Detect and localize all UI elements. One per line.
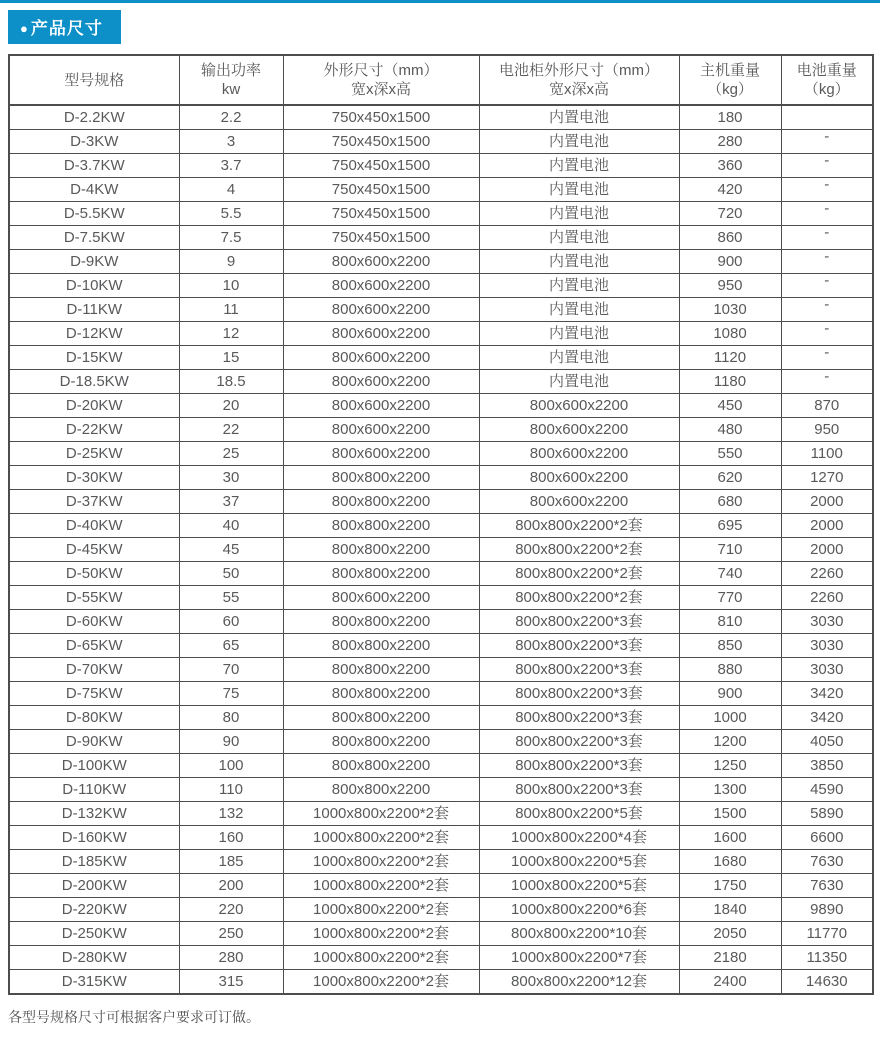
table-row <box>9 874 873 898</box>
cell-outer-dimensions: 750x450x1500 <box>283 202 479 226</box>
table-row <box>9 946 873 970</box>
cell-model: D-160KW <box>9 826 179 850</box>
cell-model: D-37KW <box>9 490 179 514</box>
cell-model: D-110KW <box>9 778 179 802</box>
cell-output-power: 160 <box>179 826 283 850</box>
cell-battery-cabinet-dimensions: 800x600x2200 <box>479 394 679 418</box>
column-header-host-weight <box>679 55 781 105</box>
cell-model: D-40KW <box>9 514 179 538</box>
cell-outer-dimensions: 800x600x2200 <box>283 394 479 418</box>
section-title-text: 产品尺寸 <box>30 19 103 38</box>
cell-output-power: 5.5 <box>179 202 283 226</box>
cell-outer-dimensions: 1000x800x2200*2套 <box>283 826 479 850</box>
cell-host-weight: 1680 <box>679 850 781 874</box>
cell-model: D-5.5KW <box>9 202 179 226</box>
cell-host-weight: 1250 <box>679 754 781 778</box>
cell-outer-dimensions: 800x800x2200 <box>283 658 479 682</box>
cell-model: D-55KW <box>9 586 179 610</box>
cell-model: D-65KW <box>9 634 179 658</box>
column-header-model <box>9 55 179 105</box>
dash-placeholder: - <box>824 369 830 385</box>
table-row <box>9 178 873 202</box>
cell-outer-dimensions: 800x600x2200 <box>283 298 479 322</box>
cell-host-weight: 810 <box>679 610 781 634</box>
cell-host-weight: 770 <box>679 586 781 610</box>
cell-outer-dimensions: 800x600x2200 <box>283 370 479 394</box>
dash-placeholder: - <box>824 297 830 313</box>
cell-host-weight: 420 <box>679 178 781 202</box>
cell-model: D-15KW <box>9 346 179 370</box>
cell-host-weight: 1000 <box>679 706 781 730</box>
cell-output-power: 12 <box>179 322 283 346</box>
table-row <box>9 418 873 442</box>
table-row <box>9 274 873 298</box>
cell-battery-weight: 14630 <box>781 970 873 995</box>
cell-output-power: 15 <box>179 346 283 370</box>
table-row <box>9 538 873 562</box>
cell-host-weight: 1600 <box>679 826 781 850</box>
cell-model: D-9KW <box>9 250 179 274</box>
cell-output-power: 75 <box>179 682 283 706</box>
cell-battery-cabinet-dimensions: 内置电池 <box>479 274 679 298</box>
cell-output-power: 2.2 <box>179 105 283 130</box>
cell-host-weight: 450 <box>679 394 781 418</box>
table-row <box>9 850 873 874</box>
cell-output-power: 185 <box>179 850 283 874</box>
cell-host-weight: 850 <box>679 634 781 658</box>
cell-host-weight: 695 <box>679 514 781 538</box>
dash-placeholder: - <box>824 153 830 169</box>
cell-host-weight: 1300 <box>679 778 781 802</box>
table-row <box>9 490 873 514</box>
table-row <box>9 322 873 346</box>
cell-model: D-90KW <box>9 730 179 754</box>
cell-host-weight: 1180 <box>679 370 781 394</box>
cell-host-weight: 280 <box>679 130 781 154</box>
cell-outer-dimensions: 800x600x2200 <box>283 322 479 346</box>
cell-outer-dimensions: 800x800x2200 <box>283 562 479 586</box>
cell-host-weight: 2400 <box>679 970 781 995</box>
cell-battery-cabinet-dimensions: 内置电池 <box>479 178 679 202</box>
cell-output-power: 250 <box>179 922 283 946</box>
column-header-line1: 型号规格 <box>64 71 125 89</box>
cell-host-weight: 880 <box>679 658 781 682</box>
cell-battery-cabinet-dimensions: 800x800x2200*3套 <box>479 754 679 778</box>
cell-outer-dimensions: 800x800x2200 <box>283 466 479 490</box>
cell-outer-dimensions: 800x800x2200 <box>283 706 479 730</box>
cell-host-weight: 620 <box>679 466 781 490</box>
cell-output-power: 65 <box>179 634 283 658</box>
dash-placeholder: - <box>824 129 830 145</box>
cell-outer-dimensions: 750x450x1500 <box>283 154 479 178</box>
cell-battery-weight <box>781 298 873 322</box>
table-row <box>9 970 873 995</box>
table-row <box>9 562 873 586</box>
cell-battery-cabinet-dimensions: 800x800x2200*3套 <box>479 658 679 682</box>
cell-battery-weight: 2000 <box>781 490 873 514</box>
cell-host-weight: 1840 <box>679 898 781 922</box>
cell-host-weight: 710 <box>679 538 781 562</box>
cell-battery-cabinet-dimensions: 800x800x2200*3套 <box>479 778 679 802</box>
table-row <box>9 202 873 226</box>
table-row <box>9 826 873 850</box>
cell-host-weight: 680 <box>679 490 781 514</box>
cell-output-power: 315 <box>179 970 283 995</box>
cell-outer-dimensions: 800x600x2200 <box>283 250 479 274</box>
cell-outer-dimensions: 1000x800x2200*2套 <box>283 802 479 826</box>
cell-battery-weight: 11770 <box>781 922 873 946</box>
table-row <box>9 154 873 178</box>
cell-battery-weight: 4590 <box>781 778 873 802</box>
cell-model: D-20KW <box>9 394 179 418</box>
cell-battery-cabinet-dimensions: 800x800x2200*2套 <box>479 586 679 610</box>
cell-model: D-132KW <box>9 802 179 826</box>
cell-battery-cabinet-dimensions: 内置电池 <box>479 105 679 130</box>
cell-battery-cabinet-dimensions: 1000x800x2200*6套 <box>479 898 679 922</box>
table-row <box>9 370 873 394</box>
cell-outer-dimensions: 1000x800x2200*2套 <box>283 874 479 898</box>
cell-host-weight: 860 <box>679 226 781 250</box>
cell-battery-weight <box>781 346 873 370</box>
cell-battery-weight <box>781 105 873 130</box>
cell-battery-weight: 11350 <box>781 946 873 970</box>
cell-output-power: 50 <box>179 562 283 586</box>
cell-host-weight: 1030 <box>679 298 781 322</box>
column-header-line1: 主机重量 <box>699 62 760 79</box>
cell-battery-cabinet-dimensions: 800x600x2200 <box>479 490 679 514</box>
cell-battery-weight: 7630 <box>781 874 873 898</box>
cell-battery-weight <box>781 250 873 274</box>
cell-battery-weight: 3420 <box>781 682 873 706</box>
cell-battery-weight <box>781 322 873 346</box>
cell-outer-dimensions: 750x450x1500 <box>283 226 479 250</box>
column-header-line2: 宽x深x高 <box>350 81 411 98</box>
cell-battery-cabinet-dimensions: 800x800x2200*3套 <box>479 706 679 730</box>
cell-outer-dimensions: 800x600x2200 <box>283 442 479 466</box>
dash-placeholder: - <box>824 249 830 265</box>
cell-model: D-80KW <box>9 706 179 730</box>
table-row <box>9 898 873 922</box>
cell-model: D-3.7KW <box>9 154 179 178</box>
cell-battery-weight: 2260 <box>781 586 873 610</box>
cell-model: D-75KW <box>9 682 179 706</box>
cell-battery-weight <box>781 274 873 298</box>
cell-output-power: 22 <box>179 418 283 442</box>
cell-outer-dimensions: 750x450x1500 <box>283 130 479 154</box>
cell-battery-weight: 3850 <box>781 754 873 778</box>
cell-output-power: 132 <box>179 802 283 826</box>
cell-output-power: 45 <box>179 538 283 562</box>
cell-battery-cabinet-dimensions: 内置电池 <box>479 298 679 322</box>
cell-host-weight: 720 <box>679 202 781 226</box>
cell-model: D-7.5KW <box>9 226 179 250</box>
cell-outer-dimensions: 800x800x2200 <box>283 754 479 778</box>
dash-placeholder: - <box>824 321 830 337</box>
cell-outer-dimensions: 800x600x2200 <box>283 418 479 442</box>
cell-battery-weight: 3030 <box>781 658 873 682</box>
cell-battery-weight: 1270 <box>781 466 873 490</box>
dash-placeholder: - <box>824 201 830 217</box>
cell-battery-weight <box>781 178 873 202</box>
cell-outer-dimensions: 1000x800x2200*2套 <box>283 970 479 995</box>
column-header-line2: （kg） <box>803 81 850 98</box>
cell-model: D-60KW <box>9 610 179 634</box>
cell-battery-weight: 5890 <box>781 802 873 826</box>
cell-battery-cabinet-dimensions: 内置电池 <box>479 226 679 250</box>
column-header-line1: 电池柜外形尺寸（mm） <box>499 62 659 79</box>
cell-output-power: 25 <box>179 442 283 466</box>
cell-outer-dimensions: 1000x800x2200*2套 <box>283 898 479 922</box>
cell-model: D-22KW <box>9 418 179 442</box>
cell-host-weight: 900 <box>679 250 781 274</box>
cell-output-power: 3.7 <box>179 154 283 178</box>
cell-battery-cabinet-dimensions: 800x800x2200*3套 <box>479 682 679 706</box>
cell-output-power: 40 <box>179 514 283 538</box>
cell-battery-weight: 2000 <box>781 514 873 538</box>
table-row <box>9 298 873 322</box>
cell-model: D-200KW <box>9 874 179 898</box>
cell-output-power: 70 <box>179 658 283 682</box>
cell-output-power: 220 <box>179 898 283 922</box>
column-header-line1: 电池重量 <box>796 62 857 79</box>
cell-outer-dimensions: 800x600x2200 <box>283 274 479 298</box>
cell-battery-weight: 2260 <box>781 562 873 586</box>
cell-battery-cabinet-dimensions: 1000x800x2200*5套 <box>479 874 679 898</box>
cell-battery-cabinet-dimensions: 1000x800x2200*5套 <box>479 850 679 874</box>
table-row <box>9 586 873 610</box>
cell-battery-cabinet-dimensions: 800x800x2200*2套 <box>479 538 679 562</box>
cell-outer-dimensions: 800x800x2200 <box>283 610 479 634</box>
table-row <box>9 778 873 802</box>
cell-model: D-185KW <box>9 850 179 874</box>
column-header-line2: kw <box>221 81 241 98</box>
cell-host-weight: 2180 <box>679 946 781 970</box>
cell-battery-cabinet-dimensions: 800x800x2200*2套 <box>479 514 679 538</box>
cell-battery-cabinet-dimensions: 800x600x2200 <box>479 418 679 442</box>
cell-output-power: 55 <box>179 586 283 610</box>
cell-battery-weight: 3420 <box>781 706 873 730</box>
cell-outer-dimensions: 800x800x2200 <box>283 730 479 754</box>
cell-outer-dimensions: 800x800x2200 <box>283 490 479 514</box>
cell-host-weight: 480 <box>679 418 781 442</box>
column-header-line2: 宽x深x高 <box>548 81 609 98</box>
cell-battery-cabinet-dimensions: 800x800x2200*3套 <box>479 610 679 634</box>
table-row <box>9 706 873 730</box>
cell-model: D-280KW <box>9 946 179 970</box>
column-header-line1: 输出功率 <box>200 62 261 79</box>
column-header-line2: （kg） <box>707 81 753 98</box>
cell-host-weight: 1750 <box>679 874 781 898</box>
cell-host-weight: 550 <box>679 442 781 466</box>
cell-outer-dimensions: 750x450x1500 <box>283 178 479 202</box>
table-row <box>9 394 873 418</box>
cell-battery-cabinet-dimensions: 800x800x2200*12套 <box>479 970 679 995</box>
cell-outer-dimensions: 800x800x2200 <box>283 514 479 538</box>
cell-host-weight: 1500 <box>679 802 781 826</box>
cell-host-weight: 740 <box>679 562 781 586</box>
cell-battery-cabinet-dimensions: 内置电池 <box>479 346 679 370</box>
cell-outer-dimensions: 1000x800x2200*2套 <box>283 850 479 874</box>
cell-model: D-10KW <box>9 274 179 298</box>
cell-output-power: 10 <box>179 274 283 298</box>
table-row <box>9 658 873 682</box>
cell-output-power: 110 <box>179 778 283 802</box>
cell-battery-weight: 2000 <box>781 538 873 562</box>
cell-output-power: 20 <box>179 394 283 418</box>
column-header-battery-cabinet-dimensions <box>479 55 679 105</box>
column-header-outer-dimensions <box>283 55 479 105</box>
cell-output-power: 100 <box>179 754 283 778</box>
table-row <box>9 754 873 778</box>
cell-outer-dimensions: 750x450x1500 <box>283 105 479 130</box>
cell-battery-weight: 3030 <box>781 634 873 658</box>
cell-battery-cabinet-dimensions: 内置电池 <box>479 250 679 274</box>
cell-battery-weight: 7630 <box>781 850 873 874</box>
cell-battery-weight <box>781 130 873 154</box>
table-row <box>9 922 873 946</box>
cell-battery-weight: 950 <box>781 418 873 442</box>
table-body <box>9 105 873 994</box>
cell-output-power: 30 <box>179 466 283 490</box>
cell-battery-cabinet-dimensions: 800x600x2200 <box>479 442 679 466</box>
column-header-output-power <box>179 55 283 105</box>
table-row <box>9 130 873 154</box>
cell-model: D-30KW <box>9 466 179 490</box>
table-row <box>9 802 873 826</box>
column-header-battery-weight <box>781 55 873 105</box>
cell-battery-weight <box>781 226 873 250</box>
cell-battery-cabinet-dimensions: 800x800x2200*2套 <box>479 562 679 586</box>
cell-model: D-220KW <box>9 898 179 922</box>
dash-placeholder: - <box>824 345 830 361</box>
cell-battery-cabinet-dimensions: 800x600x2200 <box>479 466 679 490</box>
cell-host-weight: 1200 <box>679 730 781 754</box>
cell-model: D-45KW <box>9 538 179 562</box>
table-header-row <box>9 55 873 105</box>
cell-battery-cabinet-dimensions: 800x800x2200*3套 <box>479 730 679 754</box>
cell-host-weight: 360 <box>679 154 781 178</box>
cell-model: D-100KW <box>9 754 179 778</box>
cell-model: D-250KW <box>9 922 179 946</box>
cell-battery-cabinet-dimensions: 内置电池 <box>479 154 679 178</box>
cell-battery-weight: 1100 <box>781 442 873 466</box>
cell-battery-weight: 4050 <box>781 730 873 754</box>
cell-output-power: 200 <box>179 874 283 898</box>
cell-host-weight: 950 <box>679 274 781 298</box>
cell-output-power: 37 <box>179 490 283 514</box>
table-row <box>9 442 873 466</box>
cell-battery-weight <box>781 370 873 394</box>
table-row <box>9 610 873 634</box>
table-row <box>9 346 873 370</box>
cell-model: D-11KW <box>9 298 179 322</box>
top-accent-bar <box>0 0 880 3</box>
cell-output-power: 80 <box>179 706 283 730</box>
table-row <box>9 250 873 274</box>
table-row <box>9 634 873 658</box>
cell-output-power: 4 <box>179 178 283 202</box>
dash-placeholder: - <box>824 177 830 193</box>
cell-battery-weight: 870 <box>781 394 873 418</box>
cell-model: D-12KW <box>9 322 179 346</box>
cell-output-power: 9 <box>179 250 283 274</box>
footer-note: 各型号规格尺寸可根据客户要求可订做。 <box>8 1009 260 1025</box>
product-dimensions-table <box>8 54 874 995</box>
cell-model: D-25KW <box>9 442 179 466</box>
cell-battery-weight <box>781 202 873 226</box>
cell-battery-weight: 6600 <box>781 826 873 850</box>
table-row <box>9 730 873 754</box>
cell-battery-weight: 9890 <box>781 898 873 922</box>
cell-output-power: 11 <box>179 298 283 322</box>
cell-model: D-3KW <box>9 130 179 154</box>
cell-outer-dimensions: 1000x800x2200*2套 <box>283 922 479 946</box>
cell-model: D-4KW <box>9 178 179 202</box>
cell-output-power: 60 <box>179 610 283 634</box>
cell-model: D-50KW <box>9 562 179 586</box>
cell-host-weight: 1080 <box>679 322 781 346</box>
cell-outer-dimensions: 800x800x2200 <box>283 538 479 562</box>
cell-battery-cabinet-dimensions: 1000x800x2200*7套 <box>479 946 679 970</box>
table-row <box>9 682 873 706</box>
cell-output-power: 280 <box>179 946 283 970</box>
cell-host-weight: 1120 <box>679 346 781 370</box>
table-row <box>9 466 873 490</box>
cell-outer-dimensions: 800x800x2200 <box>283 634 479 658</box>
bullet-icon: ● <box>20 21 29 36</box>
table-row <box>9 105 873 130</box>
section-title <box>8 10 121 44</box>
cell-battery-cabinet-dimensions: 内置电池 <box>479 202 679 226</box>
cell-battery-cabinet-dimensions: 内置电池 <box>479 130 679 154</box>
cell-output-power: 18.5 <box>179 370 283 394</box>
table-row <box>9 514 873 538</box>
cell-battery-cabinet-dimensions: 内置电池 <box>479 370 679 394</box>
cell-host-weight: 900 <box>679 682 781 706</box>
cell-host-weight: 180 <box>679 105 781 130</box>
cell-output-power: 7.5 <box>179 226 283 250</box>
dash-placeholder: - <box>824 273 830 289</box>
cell-battery-cabinet-dimensions: 800x800x2200*5套 <box>479 802 679 826</box>
cell-output-power: 90 <box>179 730 283 754</box>
cell-host-weight: 2050 <box>679 922 781 946</box>
cell-battery-cabinet-dimensions: 800x800x2200*10套 <box>479 922 679 946</box>
table-header <box>9 55 873 105</box>
dash-placeholder: - <box>824 225 830 241</box>
cell-outer-dimensions: 800x800x2200 <box>283 778 479 802</box>
cell-model: D-2.2KW <box>9 105 179 130</box>
cell-model: D-18.5KW <box>9 370 179 394</box>
column-header-line1: 外形尺寸（mm） <box>323 62 439 79</box>
cell-outer-dimensions: 800x600x2200 <box>283 586 479 610</box>
cell-outer-dimensions: 800x800x2200 <box>283 682 479 706</box>
cell-outer-dimensions: 1000x800x2200*2套 <box>283 946 479 970</box>
cell-battery-weight <box>781 154 873 178</box>
cell-model: D-315KW <box>9 970 179 995</box>
cell-battery-cabinet-dimensions: 1000x800x2200*4套 <box>479 826 679 850</box>
table-row <box>9 226 873 250</box>
cell-battery-cabinet-dimensions: 800x800x2200*3套 <box>479 634 679 658</box>
cell-model: D-70KW <box>9 658 179 682</box>
cell-battery-cabinet-dimensions: 内置电池 <box>479 322 679 346</box>
cell-outer-dimensions: 800x600x2200 <box>283 346 479 370</box>
cell-output-power: 3 <box>179 130 283 154</box>
cell-battery-weight: 3030 <box>781 610 873 634</box>
